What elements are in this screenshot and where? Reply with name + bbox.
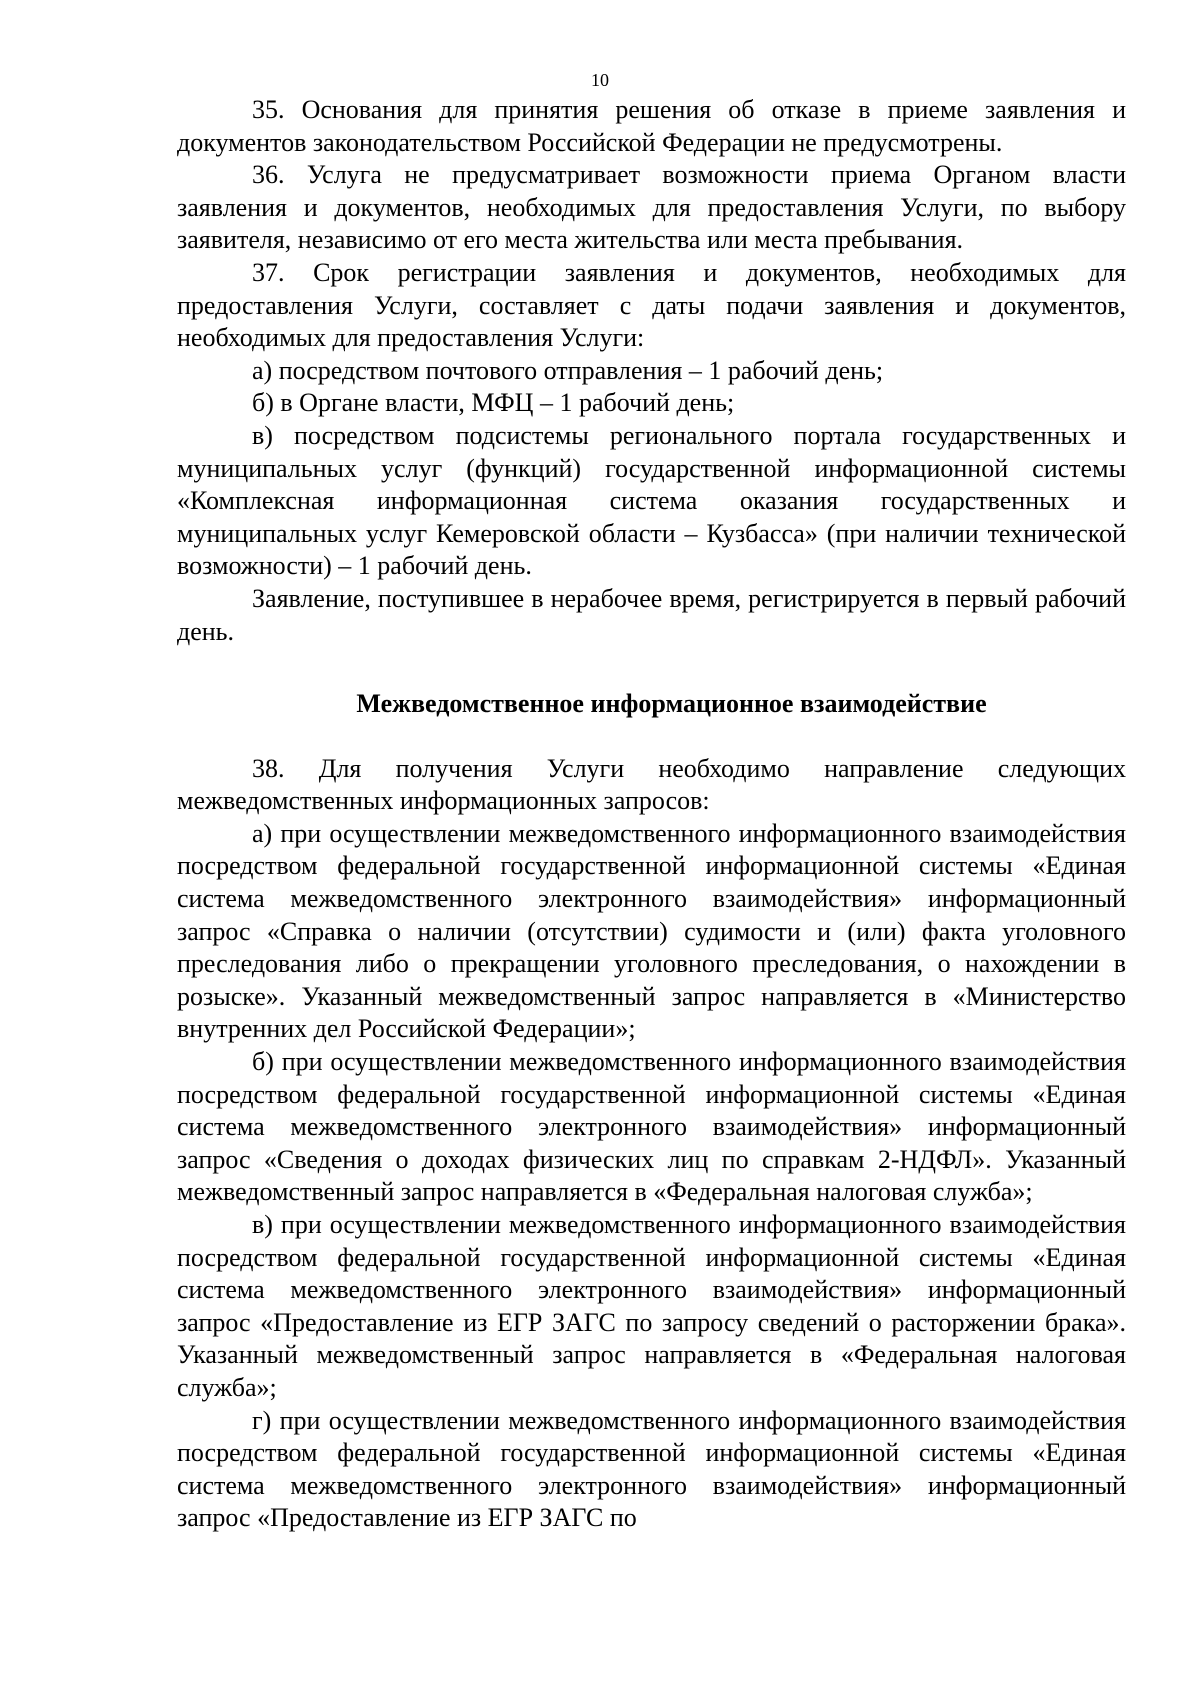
heading-spacer [177, 721, 1126, 753]
paragraph-36: 36. Услуга не предусматривает возможности приема Органом власти заявления и документов, необходимых для предоставления Услуги, по выбору заявителя, независимо от его места жительства или места пребывания. [177, 160, 1126, 255]
section-heading: Межведомственное информационное взаимодействие [356, 689, 987, 719]
paragraph-37-item-a: а) посредством почтового отправления – 1 рабочий день; [252, 355, 884, 385]
paragraph-38-item-g: г) при осуществлении межведомственного информационного взаимодействия посредством федеральной государственной информационной системы «Единая система межведомственного электронного взаимодействия» информационный запрос «Предоставление из ЕГР ЗАГС по [177, 1405, 1126, 1533]
paragraph-37-item-v: в) посредством подсистемы регионального портала государственных и муниципальных услуг (функций) государственной информационной системы «Комплексная информационная система оказания государственных и муниципальных услуг Кемеровской области – Кузбасса» (при наличии технической возможности) – 1 рабочий день. [177, 420, 1126, 581]
paragraph-37-note: Заявление, поступившее в нерабочее время, регистрируется в первый рабочий день. [177, 583, 1126, 646]
page-number: 10 [591, 70, 609, 90]
paragraph-35: 35. Основания для принятия решения об отказе в приеме заявления и документов законодательством Российской Федерации не предусмотрены. [177, 95, 1126, 157]
paragraph-38: 38. Для получения Услуги необходимо направление следующих межведомственных информационных запросов: [177, 753, 1126, 816]
paragraph-37-item-b: б) в Органе власти, МФЦ – 1 рабочий день; [252, 388, 735, 418]
document-body [177, 94, 1126, 1535]
paragraph-38-item-v: в) при осуществлении межведомственного информационного взаимодействия посредством федеральной государственной информационной системы «Единая система межведомственного электронного взаимодействия» информационный запрос «Предоставление из ЕГР ЗАГС по запросу сведений о расторжении брака». Указанный межведомственный запрос направляется в «Федеральная налоговая служба»; [177, 1210, 1126, 1402]
paragraph-38-item-a: а) при осуществлении межведомственного информационного взаимодействия посредством федеральной государственной информационной системы «Единая система межведомственного электронного взаимодействия» информационный запрос «Справка о наличии (отсутствии) судимости и (или) факта уголовного преследования либо о прекращении уголовного преследования, о нахождении в розыске». Указанный межведомственный запрос направляется в «Министерство внутренних дел Российской Федерации»; [177, 818, 1126, 1044]
paragraph-38-item-b: б) при осуществлении межведомственного информационного взаимодействия посредством федеральной государственной информационной системы «Единая система межведомственного электронного взаимодействия» информационный запрос «Сведения о доходах физических лиц по справкам 2-НДФЛ». Указанный межведомственный запрос направляется в «Федеральная налоговая служба»; [177, 1047, 1126, 1207]
paragraph-37: 37. Срок регистрации заявления и документов, необходимых для предоставления Услуги, составляет с даты подачи заявления и документов, необходимых для предоставления Услуги: [177, 257, 1126, 353]
